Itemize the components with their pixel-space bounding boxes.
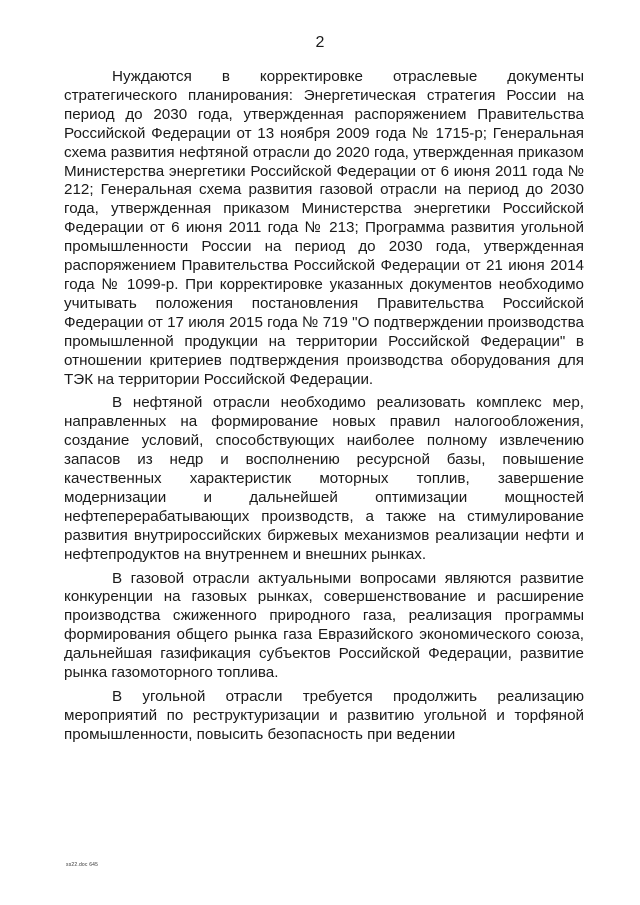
paragraph-planning-documents: Нуждаются в корректировке отраслевые документы стратегического планирования: Энергетическая стратегия России на период до 2030 года, утвержденная распоряжением Правительства Российской Федерации от 13 ноября 2009 года № 1715-р; Генеральная схема развития нефтяной отрасли до 2020 года, утвержденная приказом Министерства энергетики Российской Федерации от 6 июня 2011 года № 212; Генеральная схема развития газовой отрасли на период до 2030 года, утвержденная приказом Министерства энергетики Российской Федерации от 6 июня 2011 года № 213; Программа развития угольной промышленности России на период до 2030 года, утвержденная распоряжением Правительства Российской Федерации от 21 июня 2014 года № 1099-р. При корректировке указанных документов необходимо учитывать положения постановления Правительства Российской Федерации от 17 июля 2015 года № 719 "О подтверждении производства промышленной продукции на территории Российской Федерации" в отношении критериев подтверждения производства оборудования для ТЭК на территории Российской Федерации. xyxy=(64,68,584,388)
footer-file-reference: ss22.doc 645 xyxy=(66,862,99,868)
page-number: 2 xyxy=(315,34,325,51)
paragraph-oil-industry: В нефтяной отрасли необходимо реализовать комплекс мер, направленных на формирование новых правил налогообложения, создание условий, способствующих наиболее полному извлечению запасов из недр и восполнению ресурсной базы, повышение качественных характеристик моторных топлив, завершение модернизации и дальнейшей оптимизации мощностей нефтеперерабатывающих производств, а также на стимулирование развития внутрироссийских биржевых механизмов реализации нефти и нефтепродуктов на внутреннем и внешних рынках. xyxy=(64,394,584,563)
document-body xyxy=(64,68,584,750)
paragraph-coal-industry: В угольной отрасли требуется продолжить реализацию мероприятий по реструктуризации и развитию угольной и торфяной промышленности, повысить безопасность при ведении xyxy=(64,688,584,743)
paragraph-gas-industry: В газовой отрасли актуальными вопросами являются развитие конкуренции на газовых рынках, совершенствование и расширение производства сжиженного природного газа, реализация программы формирования общего рынка газа Евразийского экономического союза, дальнейшая газификация субъектов Российской Федерации, развитие рынка газомоторного топлива. xyxy=(64,569,584,682)
